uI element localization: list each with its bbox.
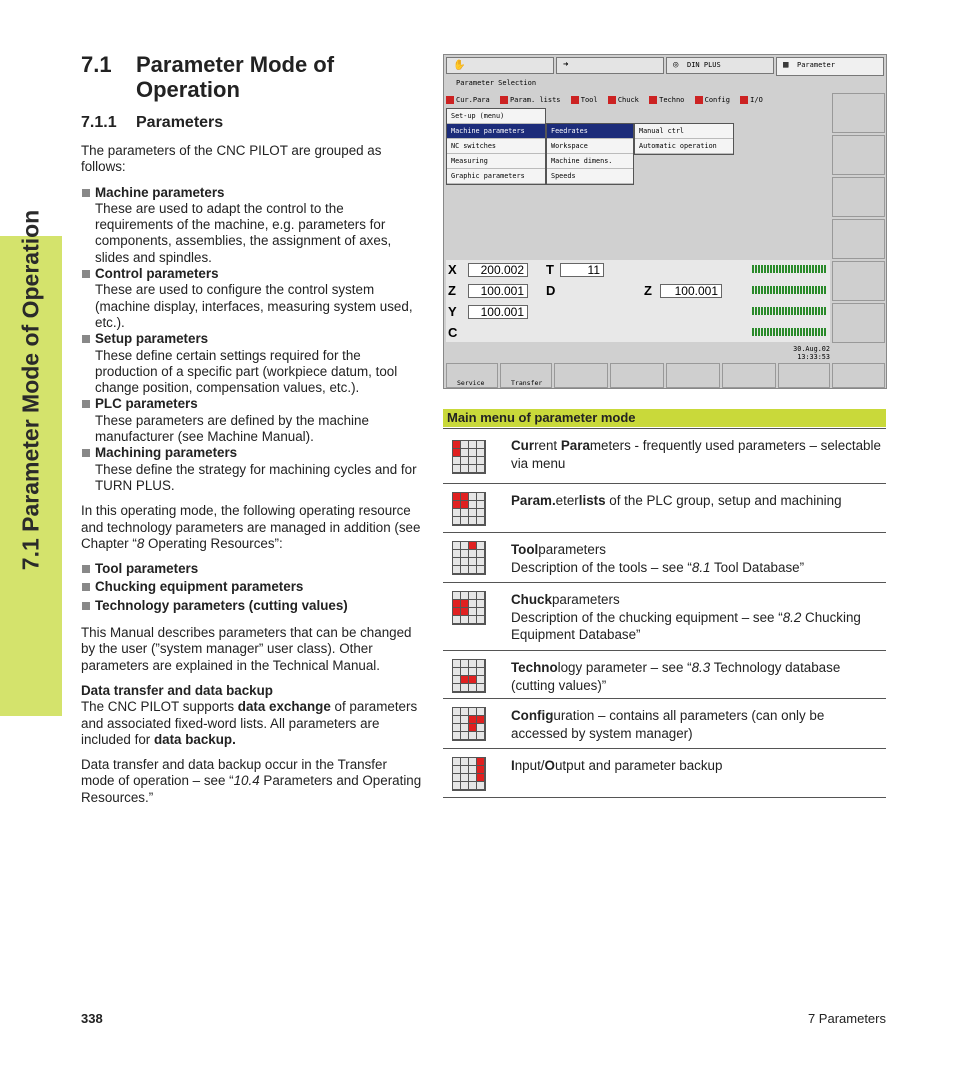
tab-manual[interactable] — [446, 57, 554, 74]
bullet-icon — [82, 449, 90, 457]
parameter-icon: ▦ — [783, 60, 789, 70]
list-item — [81, 266, 423, 331]
load-meter — [752, 307, 826, 315]
page-number: 338 — [81, 1011, 103, 1026]
dd-item[interactable]: Feedrates — [547, 124, 633, 139]
list-item — [81, 561, 423, 577]
dd-item[interactable]: Manual ctrl — [635, 124, 733, 139]
softkey[interactable] — [832, 303, 885, 343]
menu-techno[interactable]: Techno — [649, 93, 684, 107]
group-title: Setup parameters — [95, 331, 209, 347]
dd-item[interactable]: Machine parameters — [447, 124, 545, 139]
softkey[interactable] — [832, 93, 885, 133]
axis-label: X — [448, 262, 457, 277]
row-description: Technology parameter – see “8.3 Technology database (cutting values)” — [511, 660, 841, 693]
menu-icon — [740, 96, 748, 104]
softkey[interactable] — [722, 363, 776, 388]
table-row — [443, 483, 886, 532]
axis-label: Z — [448, 283, 456, 298]
chapter-footer: 7 Parameters — [807, 1011, 886, 1026]
section-number: 7.1 — [81, 52, 112, 77]
axis-label: C — [448, 325, 458, 340]
arrow-right-icon: ➜ — [563, 60, 569, 70]
softkey-grid-icon — [452, 757, 486, 791]
resource-groups — [81, 561, 423, 614]
group-desc: These define the strategy for machining cycles and for TURN PLUS. — [95, 461, 417, 493]
manual-note: This Manual describes parameters that can be changed by the user (”system manager” user class). Other parameters are explained in the Technical Manual. — [81, 625, 412, 673]
target-icon: ◎ — [673, 60, 679, 70]
list-item — [81, 579, 423, 595]
table-row — [443, 582, 886, 650]
bullet-icon — [82, 335, 90, 343]
group-desc: These define certain settings required for the production of a specific part (workpiece datum, tool change position, compensation values, etc.). — [95, 347, 398, 396]
row-description: Toolparameters Description of the tools – see “8.1 Tool Database” — [511, 542, 805, 575]
dd-item[interactable]: Graphic parameters — [447, 169, 545, 184]
menu-param-lists[interactable]: Param. lists — [500, 93, 561, 107]
axis-value: 100.001 — [468, 305, 528, 319]
resource-title: Tool parameters — [95, 561, 199, 577]
softkey[interactable] — [778, 363, 830, 388]
subsection-number: 7.1.1 — [81, 114, 117, 131]
dropdown-cur-para — [446, 108, 546, 185]
menu-icon — [695, 96, 703, 104]
softkey-grid-icon — [452, 541, 486, 575]
tab-din-plus[interactable]: ◎ DIN PLUS — [666, 57, 774, 74]
list-item — [81, 185, 423, 266]
group-title: Machine parameters — [95, 184, 225, 200]
dd-item[interactable]: Workspace — [547, 139, 633, 154]
bullet-icon — [82, 602, 90, 610]
right-softkeys — [832, 93, 885, 345]
date-time: 30.Aug.02 13:33:53 — [793, 345, 830, 361]
group-title: Machining parameters — [95, 445, 238, 461]
chapter-side-tab — [0, 0, 62, 1091]
softkey-service[interactable]: Service — [446, 363, 498, 388]
tool-label: T — [546, 262, 554, 277]
softkey[interactable] — [832, 219, 885, 259]
softkey[interactable] — [832, 135, 885, 175]
parameter-groups — [81, 185, 423, 495]
dd-item[interactable]: Machine dimens. — [547, 154, 633, 169]
bullet-icon — [82, 583, 90, 591]
axis-label: Y — [448, 304, 457, 319]
section-title: Parameter Mode of Operation — [136, 52, 335, 102]
softkey[interactable] — [832, 363, 885, 388]
bullet-icon — [82, 565, 90, 573]
axis-value: 100.001 — [468, 284, 528, 298]
dd-item[interactable]: Measuring — [447, 154, 545, 169]
dd-item[interactable]: NC switches — [447, 139, 545, 154]
data-transfer-title: Data transfer and data backup — [81, 682, 273, 698]
softkey[interactable] — [832, 177, 885, 217]
menu-tool[interactable]: Tool — [571, 93, 598, 107]
load-meter — [752, 265, 826, 273]
dd-item[interactable]: Automatic operation — [635, 139, 733, 154]
list-item — [81, 598, 423, 614]
axis-label: Z — [644, 283, 652, 298]
load-meter — [752, 286, 826, 294]
screen-title: Parameter Selection — [456, 79, 537, 87]
list-item — [81, 396, 423, 445]
d-label: D — [546, 283, 556, 298]
softkey[interactable] — [666, 363, 720, 388]
bullet-icon — [82, 270, 90, 278]
row-description: Param.eterlists of the PLC group, setup and machining — [511, 493, 842, 508]
softkey[interactable] — [832, 261, 885, 301]
load-meter — [752, 328, 826, 336]
data-backup-text: Data transfer and data backup occur in the Transfer mode of operation – see “10.4 Parameters and Operating Resources.” — [81, 757, 422, 805]
body-column — [81, 143, 423, 815]
row-description: Configuration – contains all parameters (can only be accessed by system manager) — [511, 708, 825, 741]
group-desc: These are used to adapt the control to the requirements of the machine, e.g. parameters for components, assemblies, the assignment of axes, slides and spindles. — [95, 200, 392, 265]
hand-icon: ✋ — [453, 60, 466, 71]
row-description: Input/Output and parameter backup — [511, 758, 723, 773]
softkey-grid-icon — [452, 440, 486, 474]
group-desc: These are used to configure the control system (machine display, interfaces, measuring system used, etc.). — [95, 282, 413, 330]
main-menu-bar — [446, 93, 769, 107]
group-title: Control parameters — [95, 266, 219, 282]
menu-icon — [649, 96, 657, 104]
softkey[interactable] — [554, 363, 608, 388]
softkey-grid-icon — [452, 659, 486, 693]
dropdown-machine-params — [546, 123, 634, 185]
menu-cur-para[interactable]: Cur.Para — [446, 93, 490, 107]
dropdown-feedrates — [634, 123, 734, 155]
bullet-icon — [82, 189, 90, 197]
data-transfer-section: Data transfer and data backup The CNC PILOT supports data exchange of parameters and associated fixed-word lists. All parameters are included for data backup. — [81, 682, 418, 747]
menu-icon — [500, 96, 508, 104]
menu-config[interactable]: Config — [695, 93, 730, 107]
axis-value: 100.001 — [660, 284, 722, 298]
dd-item[interactable]: Set-up (menu) — [447, 109, 545, 124]
tool-value: 11 — [560, 263, 604, 277]
row-description: Current Parameters - frequently used parameters – selectable via menu — [511, 438, 881, 471]
dd-item[interactable]: Speeds — [547, 169, 633, 184]
row-description: Chuckparameters Description of the chucking equipment – see “8.2 Chucking Equipment Database” — [511, 592, 861, 642]
machine-display — [446, 260, 830, 342]
menu-chuck[interactable]: Chuck — [608, 93, 639, 107]
list-item — [81, 331, 423, 396]
tab-program[interactable] — [556, 57, 664, 74]
tab-parameter[interactable]: ▦ Parameter — [776, 57, 884, 76]
softkey-grid-icon — [452, 492, 486, 526]
group-desc: These parameters are defined by the machine manufacturer (see Machine Manual). — [95, 412, 369, 445]
table-row — [443, 532, 886, 582]
side-tab-label: 7.1 Parameter Mode of Operation — [17, 209, 44, 571]
table-row — [443, 748, 886, 797]
intro-text: The parameters of the CNC PILOT are grouped as follows: — [81, 143, 382, 175]
resource-title: Technology parameters (cutting values) — [95, 597, 348, 613]
menu-io[interactable]: I/O — [740, 93, 763, 107]
list-item — [81, 445, 423, 494]
axis-value: 200.002 — [468, 263, 528, 277]
table-header: Main menu of parameter mode — [443, 409, 886, 427]
table-row — [443, 698, 886, 748]
group-title: PLC parameters — [95, 396, 198, 412]
softkey-grid-icon — [452, 591, 486, 625]
table-row — [443, 650, 886, 698]
resource-title: Chucking equipment parameters — [95, 579, 304, 595]
table-bottom-rule — [443, 797, 886, 798]
menu-icon — [571, 96, 579, 104]
softkey-grid-icon — [452, 707, 486, 741]
resource-intro: In this operating mode, the following operating resource and technology parameters are managed in addition (see Chapter “8 Operating Resources”: — [81, 503, 421, 551]
cnc-screenshot — [443, 54, 887, 389]
menu-icon — [608, 96, 616, 104]
bullet-icon — [82, 400, 90, 408]
softkey[interactable] — [610, 363, 664, 388]
table-row — [443, 428, 886, 483]
subsection-title: Parameters — [136, 114, 224, 131]
softkey-transfer[interactable]: Transfer — [500, 363, 552, 388]
menu-icon — [446, 96, 454, 104]
